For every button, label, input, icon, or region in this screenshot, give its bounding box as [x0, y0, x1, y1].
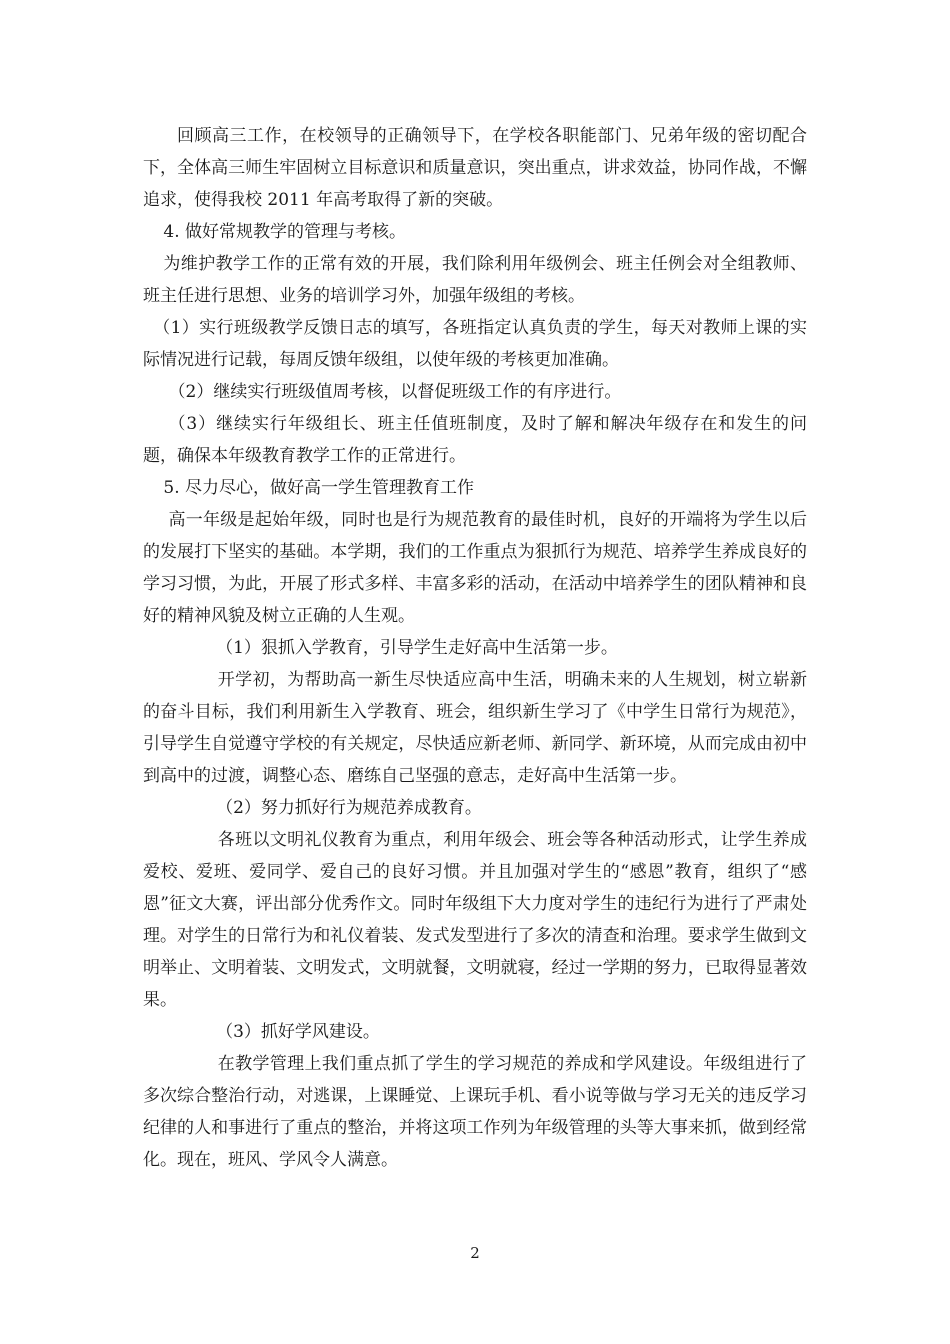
paragraph-maintain-teaching: 为维护教学工作的正常有效的开展，我们除利用年级例会、班主任例会对全组教师、班主任进行思想、业务的培训学习外，加强年级组的考核。 — [143, 254, 807, 306]
paragraph-item-3: （3）继续实行年级组长、班主任值班制度，及时了解和解决年级存在和发生的问题，确保本年级教育教学工作的正常进行。 — [143, 414, 807, 466]
paragraph-entrance-education: 开学初，为帮助高一新生尽快适应高中生活，明确未来的人生规划，树立崭新的奋斗目标，我们利用新生入学教育、班会，组织新生学习了《中学生日常行为规范》，引导学生自觉遵守学校的有关规定，尽快适应新老师、新同学、新环境，从而完成由初中到高中的过渡，调整心态、磨练自己坚强的意志，走好高中生活第一步。 — [143, 670, 807, 786]
heading-section-4: 4. 做好常规教学的管理与考核。 — [163, 222, 407, 242]
subheading-entrance-education: （1）狠抓入学教育，引导学生走好高中生活第一步。 — [216, 638, 618, 658]
subheading-study-style: （3）抓好学风建设。 — [216, 1022, 380, 1042]
page-body — [143, 120, 807, 1176]
paragraph-item-1: （1）实行班级教学反馈日志的填写，各班指定认真负责的学生，每天对教师上课的实际情况进行记载，每周反馈年级组，以使年级的考核更加准确。 — [143, 318, 807, 370]
paragraph-item-2: （2）继续实行班级值周考核，以督促班级工作的有序进行。 — [168, 382, 622, 402]
paragraph-review: 回顾高三工作，在校领导的正确领导下，在学校各职能部门、兄弟年级的密切配合下，全体高三师生牢固树立目标意识和质量意识，突出重点，讲求效益，协同作战，不懈追求，使得我校 2011 年高考取得了新的突破。 — [143, 126, 807, 210]
subheading-behavior-norms: （2）努力抓好行为规范养成教育。 — [216, 798, 482, 818]
page-number: 2 — [470, 1244, 480, 1262]
paragraph-study-style: 在教学管理上我们重点抓了学生的学习规范的养成和学风建设。年级组进行了多次综合整治行动，对逃课，上课睡觉、上课玩手机、看小说等做与学习无关的违反学习纪律的人和事进行了重点的整治，并将这项工作列为年级管理的头等大事来抓，做到经常化。现在，班风、学风令人满意。 — [143, 1054, 807, 1170]
paragraph-grade-one: 高一年级是起始年级，同时也是行为规范教育的最佳时机，良好的开端将为学生以后的发展打下坚实的基础。本学期，我们的工作重点为狠抓行为规范、培养学生养成良好的学习习惯，为此，开展了形式多样、丰富多彩的活动，在活动中培养学生的团队精神和良好的精神风貌及树立正确的人生观。 — [143, 510, 807, 626]
paragraph-behavior-norms: 各班以文明礼仪教育为重点，利用年级会、班会等各种活动形式，让学生养成爱校、爱班、爱同学、爱自己的良好习惯。并且加强对学生的“感恩”教育，组织了“感恩”征文大赛，评出部分优秀作文。同时年级组下大力度对学生的违纪行为进行了严肃处理。对学生的日常行为和礼仪着装、发式发型进行了多次的清查和治理。要求学生做到文明举止、文明着装、文明发式，文明就餐，文明就寝，经过一学期的努力，已取得显著效果。 — [143, 830, 807, 1010]
heading-section-5: 5. 尽力尽心，做好高一学生管理教育工作 — [163, 478, 475, 498]
